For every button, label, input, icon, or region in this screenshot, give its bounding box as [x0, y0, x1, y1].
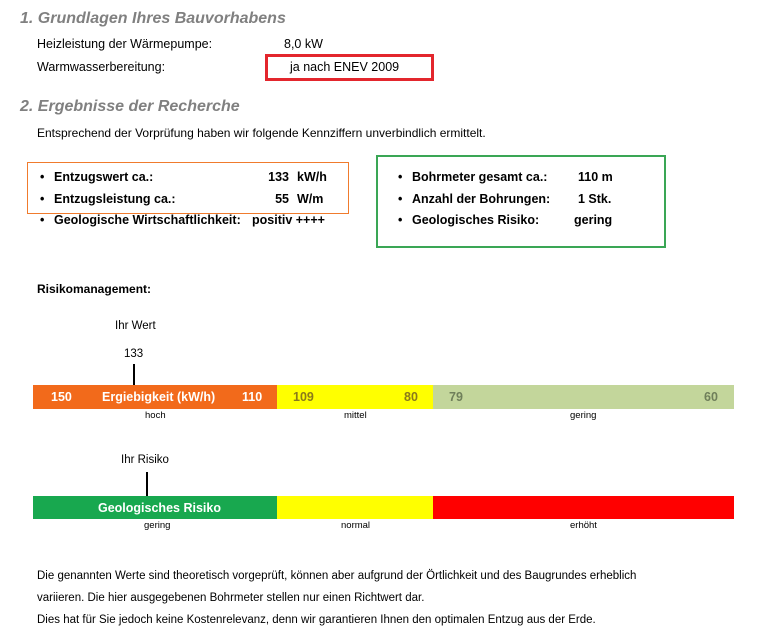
right-item-2-value: 1 Stk. [578, 192, 612, 206]
right-item-1-value: 110 m [578, 170, 613, 184]
section-2-title: 2. Ergebnisse der Recherche [20, 98, 240, 115]
left-item-3-value: positiv ++++ [252, 213, 325, 227]
bullet-icon: • [40, 192, 45, 206]
bullet-icon: • [40, 170, 45, 184]
left-item-1-unit: kW/h [297, 170, 327, 184]
section-1-title: 1. Grundlagen Ihres Bauvorhabens [20, 10, 286, 27]
yield-bar [33, 385, 734, 409]
risk-caption-low: gering [144, 520, 171, 531]
right-item-1: • Bohrmeter gesamt ca.: [398, 170, 548, 184]
risk-segment-high [433, 496, 734, 519]
bullet-icon: • [398, 192, 403, 206]
yield-label-110: 110 [242, 390, 263, 404]
left-item-2-unit: W/m [297, 192, 324, 206]
yield-marker-line [133, 364, 135, 386]
left-item-2-value: 55 [275, 192, 289, 206]
yield-bar-name: Ergiebigkeit (kW/h) [102, 390, 216, 404]
footer-line-1: Die genannten Werte sind theoretisch vorgeprüft, können aber aufgrund der Örtlichkeit und des Baugrundes erheblich [37, 570, 637, 582]
footer-line-3: Dies hat für Sie jedoch keine Kostenrelevanz, denn wir garantieren Ihnen den optimalen Entzug aus der Erde. [37, 614, 596, 626]
bullet-icon: • [40, 213, 45, 227]
right-item-3-value: gering [574, 213, 613, 227]
risk-caption-high: erhöht [570, 520, 597, 531]
bullet-icon: • [398, 213, 403, 227]
yield-marker-value: 133 [124, 348, 144, 360]
yield-caption-high: hoch [145, 410, 166, 421]
risk-caption-normal: normal [341, 520, 371, 531]
hot-water-value: ja nach ENEV 2009 [290, 60, 400, 74]
yield-label-79: 79 [449, 390, 463, 404]
yield-label-60: 60 [704, 390, 718, 404]
risk-bar [33, 496, 734, 519]
heat-output-value: 8,0 kW [284, 37, 323, 51]
heat-output-label: Heizleistung der Wärmepumpe: [37, 37, 213, 51]
right-item-3: • Geologisches Risiko: [398, 213, 540, 227]
yield-caption-medium: mittel [344, 410, 367, 421]
section-2-intro: Entsprechend der Vorprüfung haben wir folgende Kennziffern unverbindlich ermittelt. [37, 126, 486, 140]
yield-segment-low [433, 385, 734, 409]
left-item-1: • Entzugswert ca.: [40, 170, 154, 184]
yield-marker-title: Ihr Wert [115, 320, 156, 332]
left-item-2: • Entzugsleistung ca.: [40, 192, 176, 206]
left-item-3: • Geologische Wirtschaftlichkeit: [40, 213, 241, 227]
hot-water-label: Warmwasserbereitung: [37, 60, 166, 74]
footer-line-2: variieren. Die hier ausgegebenen Bohrmeter stellen nur einen Richtwert dar. [37, 592, 425, 604]
risk-bar-name: Geologisches Risiko [98, 501, 221, 515]
yield-label-109: 109 [293, 390, 314, 404]
risk-heading: Risikomanagement: [37, 282, 152, 296]
risk-marker-line [146, 472, 148, 496]
yield-label-80: 80 [404, 390, 418, 404]
bullet-icon: • [398, 170, 403, 184]
risk-segment-normal [277, 496, 433, 519]
right-item-2: • Anzahl der Bohrungen: [398, 192, 551, 206]
risk-marker-title: Ihr Risiko [121, 454, 169, 466]
left-item-1-value: 133 [268, 170, 289, 184]
yield-label-150: 150 [51, 390, 72, 404]
yield-caption-low: gering [570, 410, 597, 421]
